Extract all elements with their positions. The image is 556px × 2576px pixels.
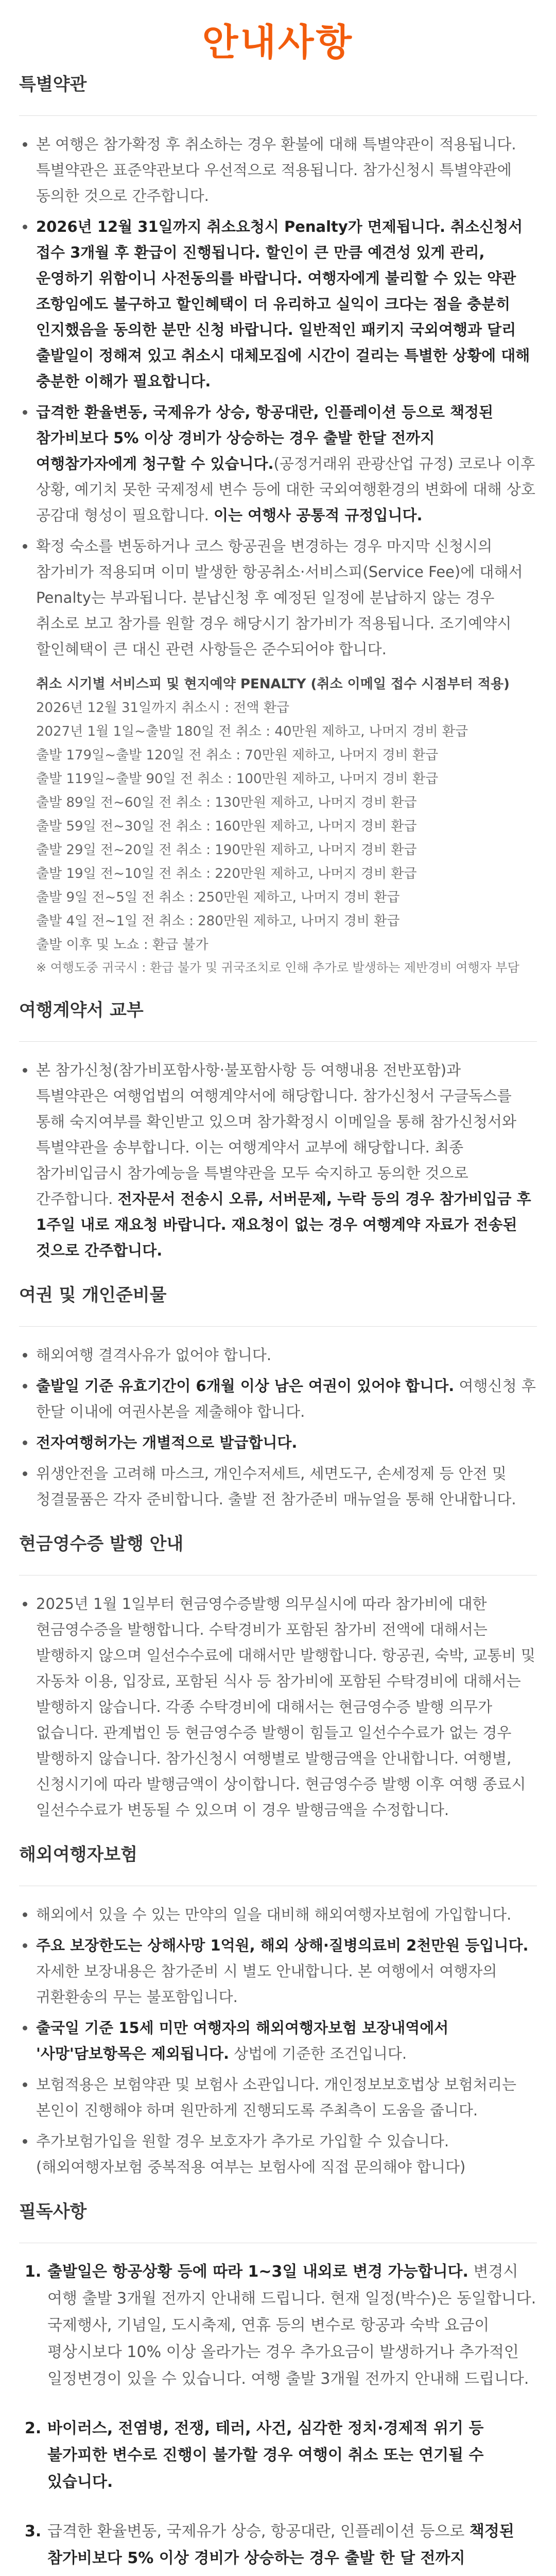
list-item: 1. 출발일은 항공상황 등에 따라 1~3일 내외로 변경 가능합니다. 변경시 여행 출발 3개월 전까지 안내해 드립니다. 현재 일정(박수)은 동일합니다. 국제행사, 기념일, 도시축제, 연휴 등의 변수로 항공과 숙박 요금이 평상시보다 10% 이상 올라가는 경우 추가요금이 발생하거나 추가적인 일정변경이 있을 수 있습니다. 여행 출발 3개월 전까지 안내해 드립니다. — [25, 2263, 536, 2388]
list-item: 2. 바이러스, 전염병, 전쟁, 테러, 사건, 심각한 정치·경제적 위기 등 불가피한 변수로 진행이 불가할 경우 여행이 취소 또는 연기될 수 있습니다. — [25, 2419, 484, 2491]
penalty-row: 출발 119일~출발 90일 전 취소 : 100만원 제하고, 나머지 경비 환급 — [36, 771, 439, 787]
list-item: 위생안전을 고려해 마스크, 개인수저세트, 세면도구, 손세정제 등 안전 및 청결물품은 각자 준비합니다. 출발 전 참가준비 매뉴얼을 통해 안내합니다. — [36, 1461, 537, 1512]
section-title-receipt: 현금영수증 발행 안내 — [19, 1534, 184, 1554]
list-item: 추가보험가입을 원할 경우 보호자가 추가로 가입할 수 있습니다.(해외여행자보험 중복적용 여부는 보험사에 직접 문의해야 합니다) — [36, 2128, 537, 2180]
list-item: 2025년 1월 1일부터 현금영수증발행 의무실시에 따라 참가비에 대한 현금영수증을 발행합니다. 수탁경비가 포함된 참가비 전액에 대해서는 발행하지 않으며 일선수수료에 대해서만 발행합니다. 항공권, 숙박, 교통비 및 자동차 이용, 입장료, 포함된 식사 등 참가비에 포함된 수탁경비에 대해서는 발행하지 않습니다. 각종 수탁경비에 대해서는 현금영수증 발행 의무가 없습니다. 관계법인 등 현금영수증 발행이 힘들고 일선수수료가 없는 경우 발행하지 않습니다. 참가신청시 여행별로 발행금액을 안내합니다. 여행별, 신청시기에 따라 발행금액이 상이합니다. 현금영수증 발행 이후 여행 종료시 일선수수료가 변동될 수 있으며 이 경우 발행금액을 수정합니다. — [36, 1591, 537, 1823]
penalty-note: ※ 여행도중 귀국시 : 환급 불가 및 귀국조치로 인해 추가로 발생하는 제반경비 여행자 부담 — [36, 960, 519, 975]
penalty-row: 출발 19일 전~10일 전 취소 : 220만원 제하고, 나머지 경비 환급 — [36, 866, 417, 882]
contract-list — [0, 1057, 556, 1263]
list-item: 해외에서 있을 수 있는 만약의 일을 대비해 해외여행자보험에 가입합니다. — [36, 1902, 537, 1927]
penalty-row: 출발 4일 전~1일 전 취소 : 280만원 제하고, 나머지 경비 환급 — [36, 913, 400, 929]
notes-list — [0, 2259, 556, 2576]
special-terms-section — [0, 73, 556, 978]
section-title-special: 특별약관 — [19, 74, 87, 95]
list-item: 본 참가신청(참가비포함사항·불포함사항 등 여행내용 전반포함)과 특별약관은 여행업법의 여행계약서에 해당합니다. 참가신청서 구글독스를 통해 숙지여부를 확인받고 있으며 참가확정시 이메일을 통해 참가신청서와 특별약관을 송부합니다. 이는 여행계약서 교부에 해당합니다. 최종 참가비입금시 참가예능을 특별약관을 모두 숙지하고 동의한 것으로 간주합니다. 전자문서 전송시 오류, 서버문제, 누락 등의 경우 참가비입금 후 1주일 내로 재요청 바랍니다. 재요청이 없는 경우 여행계약 자료가 전송된 것으로 간주합니다. — [36, 1057, 537, 1263]
section-title-insurance: 해외여행자보험 — [19, 1844, 137, 1865]
penalty-table — [36, 672, 537, 978]
insurance-list — [0, 1902, 556, 2180]
list-item: 확정 숙소를 변동하거나 코스 항공권을 변경하는 경우 마지막 신청시의 참가비가 적용되며 이미 발생한 항공취소·서비스피(Service Fee)에 대해서 Penalty는 부과됩니다. 분납신청 후 예정된 일정에 분납하지 않는 경우 취소로 보고 참가를 원할 경우 해당시기 참가비가 적용됩니다. 조기예약시 할인혜택이 큰 대신 관련 사항들은 준수되어야 합니다. 취소 시기별 서비스피 및 현지예약 PENALTY (취소 이메일 접수 시점부터 적용) 2026년 12월 31일까지 취소시 : 전액 환급 2027년 1월 1일~출발 180일 전 취소 : 40만원 제하고, 나머지 경비 환급 출발 179일~출발 120일 전 취소 : 70만원 제하고, 나머지 경비 환급 출발 119일~출발 90일 전 취소 : 100만원 제하고, 나머지 경비 환급 출발 89일 전~60일 전 취소 : 130만원 제하고, 나머지 경비 환급 출발 59일 전~30일 전 취소 : 160만원 제하고, 나머지 경비 환급 출발 29일 전~20일 전 취소 : 190만원 제하고, 나머지 경비 환급 출발 19일 전~10일 전 취소 : 220만원 제하고, 나머지 경비 환급 출발 9일 전~5일 전 취소 : 250만원 제하고, 나머지 경비 환급 출발 4일 전~1일 전 취소 : 280만원 제하고, 나머지 경비 환급 출발 이후 및 노쇼 : 환급 불가 ※ 여행도중 귀국시 : 환급 불가 및 귀국조치로 인해 추가로 발생하는 제반경비 여행자 부담 — [36, 533, 537, 978]
penalty-row: 출발 179일~출발 120일 전 취소 : 70만원 제하고, 나머지 경비 환급 — [36, 748, 439, 763]
list-item: 주요 보장한도는 상해사망 1억원, 해외 상해·질병의료비 2천만원 등입니다. 자세한 보장내용은 참가준비 시 별도 안내합니다. 본 여행에서 여행자의 귀환환송의 무는 불포함입니다. — [36, 1933, 537, 2010]
penalty-row: 출발 89일 전~60일 전 취소 : 130만원 제하고, 나머지 경비 환급 — [36, 795, 417, 810]
penalty-row: 2026년 12월 31일까지 취소시 : 전액 환급 — [36, 700, 290, 716]
special-terms-list — [0, 131, 556, 978]
list-item: 보험적용은 보험약관 및 보험사 소관입니다. 개인정보보호법상 보험처리는 본인이 진행해야 하며 원만하게 진행되도록 주최측이 도움을 줍니다. — [36, 2072, 537, 2123]
divider — [19, 115, 537, 116]
insurance-section — [0, 1843, 556, 2180]
list-item: 본 여행은 참가확정 후 취소하는 경우 환불에 대해 특별약관이 적용됩니다. 특별약관은 표준약관보다 우선적으로 적용됩니다. 참가신청시 특별약관에 동의한 것으로 간주합니다. — [36, 131, 537, 209]
list-item: 출발일 기준 유효기간이 6개월 이상 남은 여권이 있어야 합니다. 여행신청 후 한달 이내에 여권사본을 제출해야 합니다. — [36, 1373, 537, 1425]
notes-section — [0, 2200, 556, 2576]
penalty-row: 2027년 1월 1일~출발 180일 전 취소 : 40만원 제하고, 나머지 경비 환급 — [36, 724, 468, 739]
penalty-row: 출발 29일 전~20일 전 취소 : 190만원 제하고, 나머지 경비 환급 — [36, 842, 417, 858]
penalty-row: 출발 59일 전~30일 전 취소 : 160만원 제하고, 나머지 경비 환급 — [36, 819, 417, 834]
receipt-list — [0, 1591, 556, 1823]
receipt-section — [0, 1533, 556, 1823]
contract-section — [0, 999, 556, 1263]
divider — [19, 1041, 537, 1042]
section-title-notes: 필독사항 — [19, 2201, 87, 2222]
penalty-title: 취소 시기별 서비스피 및 현지예약 PENALTY (취소 이메일 접수 시점부터 적용) — [36, 676, 510, 692]
divider — [19, 1326, 537, 1327]
list-item: 3. 급격한 환율변동, 국제유가 상승, 항공대란, 인플레이션 등으로 책정된 참가비보다 5% 이상 경비가 상승하는 경우 출발 한 달 전까지 — [25, 2522, 514, 2567]
list-item: 해외여행 결격사유가 없어야 합니다. — [36, 1342, 537, 1368]
page-title: 안내사항 — [202, 21, 354, 64]
list-item: 출국일 기준 15세 미만 여행자의 해외여행자보험 보장내역에서 '사망'담보항목은 제외됩니다. 상법에 기준한 조건입니다. — [36, 2015, 537, 2066]
passport-section — [0, 1284, 556, 1512]
section-title-passport: 여권 및 개인준비물 — [19, 1285, 167, 1306]
penalty-row: 출발 9일 전~5일 전 취소 : 250만원 제하고, 나머지 경비 환급 — [36, 890, 400, 905]
list-item: 급격한 환율변동, 국제유가 상승, 항공대란, 인플레이션 등으로 책정된 참가비보다 5% 이상 경비가 상승하는 경우 출발 한달 전까지 여행참가자에게 청구할 수 있습니다.(공정거래위 관광산업 규정) 코로나 이후 상황, 예기치 못한 국제정세 변수 등에 대한 국외여행환경의 변화에 대해 상호 공감대 형성이 필요합니다. 이는 여행사 공통적 규정입니다. — [36, 399, 537, 528]
list-item: 2026년 12월 31일까지 취소요청시 Penalty가 면제됩니다. 취소신청서 접수 3개월 후 환급이 진행됩니다. 할인이 큰 만큼 예견성 있게 관리, 운영하기 위함이니 사전동의를 바랍니다. 여행자에게 불리할 수 있는 약관 조항임에도 불구하고 할인혜택이 더 유리하고 실익이 크다는 점을 충분히 인지했음을 동의한 분만 신청 바랍니다. 일반적인 패키지 국외여행과 달리 출발일이 정해져 있고 취소시 대체모집에 시간이 걸리는 특별한 상황에 대해 충분한 이해가 필요합니다. — [36, 214, 537, 394]
section-title-contract: 여행계약서 교부 — [19, 1000, 144, 1021]
list-item: 전자여행허가는 개별적으로 발급합니다. — [36, 1430, 537, 1455]
penalty-row: 출발 이후 및 노쇼 : 환급 불가 — [36, 937, 208, 953]
passport-list — [0, 1342, 556, 1512]
